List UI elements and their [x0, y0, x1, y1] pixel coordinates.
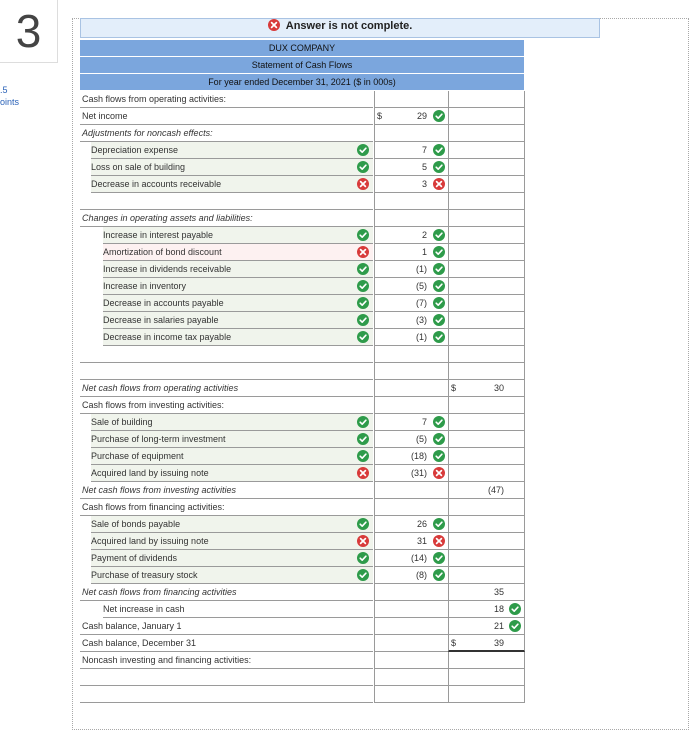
dollar-sign: $: [451, 638, 457, 648]
row-label-field: [80, 193, 373, 210]
total-input[interactable]: [448, 550, 525, 567]
amount-input[interactable]: [374, 380, 448, 397]
row-label-field: [80, 397, 373, 414]
amount-input[interactable]: [374, 397, 448, 414]
row-label-field: [80, 363, 373, 380]
row-label-field[interactable]: [91, 414, 373, 431]
question-number: 3: [0, 0, 58, 63]
row-label-field[interactable]: [103, 261, 373, 278]
amount-input[interactable]: [374, 91, 448, 108]
row-label: Cash flows from investing activities:: [82, 400, 225, 410]
row-label: Net cash flows from operating activities: [82, 383, 239, 393]
row-label-field: [80, 686, 373, 703]
total-input[interactable]: [448, 567, 525, 584]
company-name: DUX COMPANY: [80, 40, 524, 57]
amount-input[interactable]: [374, 244, 448, 261]
row-label: [80, 349, 82, 359]
check-icon: [357, 569, 369, 583]
total-input[interactable]: [448, 465, 525, 482]
row-label-field: [80, 618, 373, 635]
row-label: Decrease in salaries payable: [103, 315, 219, 325]
dollar-sign: $: [451, 383, 457, 393]
row-label: Purchase of long-term investment: [91, 434, 226, 444]
amount-input[interactable]: [374, 312, 448, 329]
row-label: Net cash flows from investing activities: [82, 485, 237, 495]
total-input[interactable]: [448, 244, 525, 261]
table-row: [80, 193, 524, 210]
total-input[interactable]: [448, 346, 525, 363]
table-row: [80, 550, 524, 567]
row-label-field[interactable]: [91, 176, 373, 193]
table-row: [80, 499, 524, 516]
amount-input[interactable]: [374, 414, 448, 431]
table-row: [80, 533, 524, 550]
row-label-field[interactable]: [91, 516, 373, 533]
total-input[interactable]: [448, 414, 525, 431]
table-row: [80, 91, 524, 108]
total-value: 30: [493, 383, 504, 393]
row-label-field[interactable]: [91, 448, 373, 465]
total-input[interactable]: [448, 227, 525, 244]
table-row: [80, 567, 524, 584]
row-label: Adjustments for noncash effects:: [82, 128, 213, 138]
row-label-field[interactable]: [103, 244, 373, 261]
total-input[interactable]: [448, 652, 525, 669]
table-row: [80, 516, 524, 533]
amount-input[interactable]: [374, 550, 448, 567]
amount-value: 7: [421, 417, 427, 427]
row-label-field[interactable]: [103, 278, 373, 295]
row-label: Loss on sale of building: [91, 162, 186, 172]
table-row: [80, 482, 524, 499]
total-input[interactable]: [448, 618, 525, 635]
amount-input[interactable]: [374, 142, 448, 159]
table-row: [80, 346, 524, 363]
total-input[interactable]: [448, 91, 525, 108]
statement-title: Statement of Cash Flows: [80, 57, 524, 74]
row-label-field: [80, 91, 373, 108]
total-input[interactable]: [448, 176, 525, 193]
row-label: Sale of building: [91, 417, 153, 427]
amount-input[interactable]: [374, 635, 448, 652]
table-row: [80, 448, 524, 465]
amount-input[interactable]: [374, 686, 448, 703]
check-icon: [357, 229, 369, 243]
check-icon: [357, 144, 369, 158]
amount-value: 3: [421, 179, 427, 189]
check-icon: [357, 263, 369, 277]
check-icon: [357, 297, 369, 311]
row-label-field: [80, 635, 373, 652]
statement-period: For year ended December 31, 2021 ($ in 000s): [80, 74, 524, 91]
table-row: [80, 618, 524, 635]
row-label-field: [103, 601, 373, 618]
table-row: [80, 669, 524, 686]
row-label: [80, 366, 82, 376]
row-label: [80, 689, 82, 699]
cross-icon: [357, 178, 369, 192]
amount-input[interactable]: [374, 193, 448, 210]
row-label: [80, 196, 82, 206]
cross-icon: [357, 535, 369, 549]
check-icon: [357, 518, 369, 532]
amount-value: (1): [416, 332, 427, 342]
row-label: Purchase of equipment: [91, 451, 184, 461]
row-label-field: [80, 584, 373, 601]
amount-input[interactable]: [374, 669, 448, 686]
amount-input[interactable]: [374, 329, 448, 346]
amount-input[interactable]: [374, 652, 448, 669]
row-label: Acquired land by issuing note: [91, 536, 209, 546]
cross-icon: [357, 467, 369, 481]
statement-rows: [80, 91, 524, 703]
total-input[interactable]: [448, 584, 525, 601]
amount-input[interactable]: [374, 295, 448, 312]
check-icon: [357, 416, 369, 430]
amount-value: 5: [421, 162, 427, 172]
amount-value: 7: [421, 145, 427, 155]
amount-value: (5): [416, 434, 427, 444]
row-label: Net income: [82, 111, 128, 121]
total-input[interactable]: [448, 329, 525, 346]
check-icon: [357, 331, 369, 345]
total-input[interactable]: [448, 363, 525, 380]
amount-value: (18): [410, 451, 427, 461]
amount-input[interactable]: [374, 516, 448, 533]
row-label-field: [80, 669, 373, 686]
table-row: [80, 295, 524, 312]
total-input[interactable]: [448, 210, 525, 227]
table-row: [80, 380, 524, 397]
total-input[interactable]: [448, 125, 525, 142]
total-value: 35: [493, 587, 504, 597]
amount-input[interactable]: [374, 533, 448, 550]
row-label: Cash balance, December 31: [82, 638, 197, 648]
table-row: [80, 278, 524, 295]
amount-value: (5): [416, 281, 427, 291]
total-input[interactable]: [448, 482, 525, 499]
total-input[interactable]: [448, 686, 525, 703]
row-label-field: [80, 482, 373, 499]
row-label: Noncash investing and financing activities:: [82, 655, 252, 665]
amount-input[interactable]: [374, 125, 448, 142]
points-label: .5 oints: [0, 85, 20, 107]
row-label: [80, 672, 82, 682]
row-label-field[interactable]: [91, 431, 373, 448]
table-row: [80, 329, 524, 346]
amount-input[interactable]: [374, 176, 448, 193]
check-icon: [357, 450, 369, 464]
check-icon: [357, 433, 369, 447]
row-label: Changes in operating assets and liabilities:: [82, 213, 253, 223]
amount-input[interactable]: [374, 261, 448, 278]
dollar-sign: $: [377, 111, 383, 121]
total-input[interactable]: [448, 142, 525, 159]
row-label-field: [80, 346, 373, 363]
row-label: Net increase in cash: [103, 604, 185, 614]
cross-icon: [357, 246, 369, 260]
row-label: Decrease in income tax payable: [103, 332, 232, 342]
row-label-field: [80, 108, 373, 125]
amount-value: (14): [410, 553, 427, 563]
total-value: 18: [493, 604, 504, 614]
row-label: Depreciation expense: [91, 145, 179, 155]
row-label-field[interactable]: [103, 227, 373, 244]
table-row: [80, 465, 524, 482]
amount-value: 29: [416, 111, 427, 121]
row-label-field[interactable]: [91, 465, 373, 482]
table-row: [80, 125, 524, 142]
table-row: [80, 635, 524, 652]
row-label: Sale of bonds payable: [91, 519, 181, 529]
total-input[interactable]: [448, 669, 525, 686]
row-label-field: [80, 499, 373, 516]
row-label-field[interactable]: [91, 567, 373, 584]
row-label-field[interactable]: [91, 159, 373, 176]
banner-text: Answer is not complete.: [285, 20, 413, 32]
total-input[interactable]: [448, 193, 525, 210]
row-label-field: [80, 380, 373, 397]
cross-icon: [268, 22, 283, 34]
amount-value: (3): [416, 315, 427, 325]
table-row: [80, 363, 524, 380]
row-label: Purchase of treasury stock: [91, 570, 198, 580]
amount-input[interactable]: [374, 159, 448, 176]
row-label: Cash balance, January 1: [82, 621, 182, 631]
total-input[interactable]: [448, 533, 525, 550]
amount-value: 31: [416, 536, 427, 546]
amount-input[interactable]: [374, 567, 448, 584]
row-label-field[interactable]: [91, 142, 373, 159]
total-input[interactable]: [448, 431, 525, 448]
row-label-field[interactable]: [103, 312, 373, 329]
amount-input[interactable]: [374, 601, 448, 618]
table-row: [80, 414, 524, 431]
row-label: Increase in interest payable: [103, 230, 214, 240]
amount-value: (1): [416, 264, 427, 274]
amount-input[interactable]: [374, 499, 448, 516]
table-row: [80, 686, 524, 703]
total-input[interactable]: [448, 108, 525, 125]
total-input[interactable]: [448, 397, 525, 414]
amount-input[interactable]: [374, 346, 448, 363]
row-label: Cash flows from financing activities:: [82, 502, 225, 512]
total-input[interactable]: [448, 278, 525, 295]
total-input[interactable]: [448, 312, 525, 329]
total-input[interactable]: [448, 295, 525, 312]
table-row: [80, 652, 524, 669]
total-input[interactable]: [448, 499, 525, 516]
amount-input[interactable]: [374, 210, 448, 227]
table-row: [80, 210, 524, 227]
total-value: 21: [493, 621, 504, 631]
check-icon: [357, 161, 369, 175]
total-input[interactable]: [448, 159, 525, 176]
row-label: Increase in dividends receivable: [103, 264, 232, 274]
table-row: [80, 397, 524, 414]
total-input[interactable]: [448, 516, 525, 533]
amount-value: (7): [416, 298, 427, 308]
table-row: [80, 584, 524, 601]
row-label-field[interactable]: [103, 329, 373, 346]
row-label: Acquired land by issuing note: [91, 468, 209, 478]
amount-input[interactable]: [374, 108, 448, 125]
row-label: Cash flows from operating activities:: [82, 94, 227, 104]
total-input[interactable]: [448, 261, 525, 278]
amount-value: (8): [416, 570, 427, 580]
total-value: 39: [493, 638, 504, 648]
amount-input[interactable]: [374, 431, 448, 448]
table-row: [80, 108, 524, 125]
table-row: [80, 227, 524, 244]
row-label: Decrease in accounts receivable: [91, 179, 222, 189]
table-row: [80, 312, 524, 329]
row-label: Decrease in accounts payable: [103, 298, 224, 308]
amount-value: 2: [421, 230, 427, 240]
row-label-field[interactable]: [103, 295, 373, 312]
total-input[interactable]: [448, 380, 525, 397]
row-label-field[interactable]: [91, 550, 373, 567]
table-row: [80, 431, 524, 448]
table-row: [80, 142, 524, 159]
answer-status-banner: [80, 18, 600, 38]
table-row: [80, 261, 524, 278]
table-row: [80, 244, 524, 261]
amount-input[interactable]: [374, 278, 448, 295]
table-row: [80, 159, 524, 176]
check-icon: [357, 280, 369, 294]
amount-input[interactable]: [374, 227, 448, 244]
amount-value: (31): [410, 468, 427, 478]
total-input[interactable]: [448, 448, 525, 465]
row-label-field[interactable]: [91, 533, 373, 550]
row-label-field: [80, 210, 373, 227]
row-label: Net cash flows from financing activities: [82, 587, 237, 597]
amount-value: 1: [421, 247, 427, 257]
table-row: [80, 176, 524, 193]
total-input[interactable]: [448, 635, 525, 652]
total-value: (47): [487, 485, 504, 495]
table-row: [80, 601, 524, 618]
check-icon: [357, 552, 369, 566]
row-label: Increase in inventory: [103, 281, 187, 291]
amount-value: 26: [416, 519, 427, 529]
check-icon: [357, 314, 369, 328]
amount-input[interactable]: [374, 618, 448, 635]
amount-input[interactable]: [374, 584, 448, 601]
amount-input[interactable]: [374, 465, 448, 482]
row-label-field: [80, 125, 373, 142]
cash-flow-statement: [80, 40, 524, 703]
row-label-field: [80, 652, 373, 669]
row-label: Payment of dividends: [91, 553, 178, 563]
amount-input[interactable]: [374, 482, 448, 499]
row-label: Amortization of bond discount: [103, 247, 222, 257]
total-input[interactable]: [448, 601, 525, 618]
amount-input[interactable]: [374, 363, 448, 380]
amount-input[interactable]: [374, 448, 448, 465]
